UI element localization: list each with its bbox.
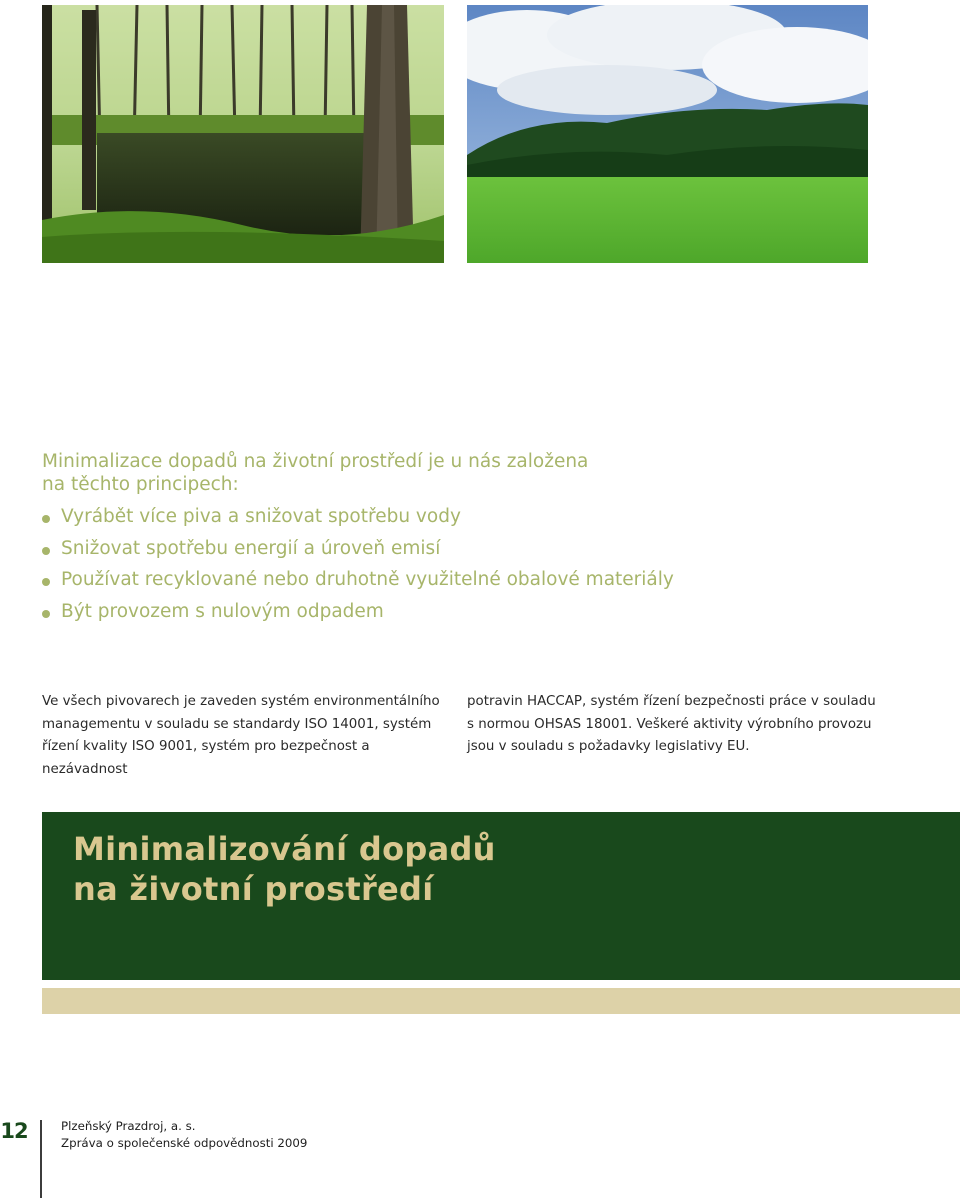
principle-text: Používat recyklované nebo druhotně využitelné obalové materiály xyxy=(61,569,674,591)
bullet-icon xyxy=(42,578,50,586)
body-text-left-column xyxy=(42,691,452,781)
body-line: jsou v souladu s požadavky legislativy EU. xyxy=(467,739,750,754)
decorative-band xyxy=(42,988,960,1014)
forest-pond-photo xyxy=(42,5,444,263)
principles-intro-line-2: na těchto principech: xyxy=(42,474,239,495)
principle-text: Být provozem s nulovým odpadem xyxy=(61,600,384,622)
footer-report-title: Zpráva o společenské odpovědnosti 2009 xyxy=(61,1136,308,1150)
page-number: 12 xyxy=(0,1119,28,1143)
principle-text: Snižovat spotřebu energií a úroveň emisí xyxy=(61,537,441,559)
principles-list xyxy=(42,504,674,630)
body-line: s normou OHSAS 18001. Veškeré aktivity výrobního provozu xyxy=(467,716,872,732)
section-title-line-2: na životní prostředí xyxy=(73,870,434,908)
body-line: potravin HACCAP, systém řízení bezpečnosti práce v souladu xyxy=(467,694,876,709)
section-title-banner xyxy=(42,812,960,980)
footer-divider xyxy=(40,1120,42,1198)
body-text-right-column xyxy=(467,691,877,759)
footer-text xyxy=(61,1118,307,1152)
list-item xyxy=(42,504,674,536)
principles-intro xyxy=(42,450,742,496)
bullet-icon xyxy=(42,610,50,618)
list-item xyxy=(42,599,674,631)
bullet-icon xyxy=(42,515,50,523)
body-line: managementu v souladu se standardy ISO 14001, systém xyxy=(42,716,432,732)
bullet-icon xyxy=(42,547,50,555)
section-title-line-1: Minimalizování dopadů xyxy=(73,830,496,868)
list-item xyxy=(42,567,674,599)
principle-text: Vyrábět více piva a snižovat spotřebu vody xyxy=(61,506,461,527)
principles-intro-line-1: Minimalizace dopadů na životní prostředí je u nás založena xyxy=(42,451,589,472)
meadow-photo xyxy=(467,5,868,263)
footer-company: Plzeňský Prazdroj, a. s. xyxy=(61,1119,196,1133)
body-line: Ve všech pivovarech je zaveden systém environmentálního xyxy=(42,694,440,709)
body-line: řízení kvality ISO 9001, systém pro bezpečnost a nezávadnost xyxy=(42,739,370,777)
list-item xyxy=(42,536,674,568)
